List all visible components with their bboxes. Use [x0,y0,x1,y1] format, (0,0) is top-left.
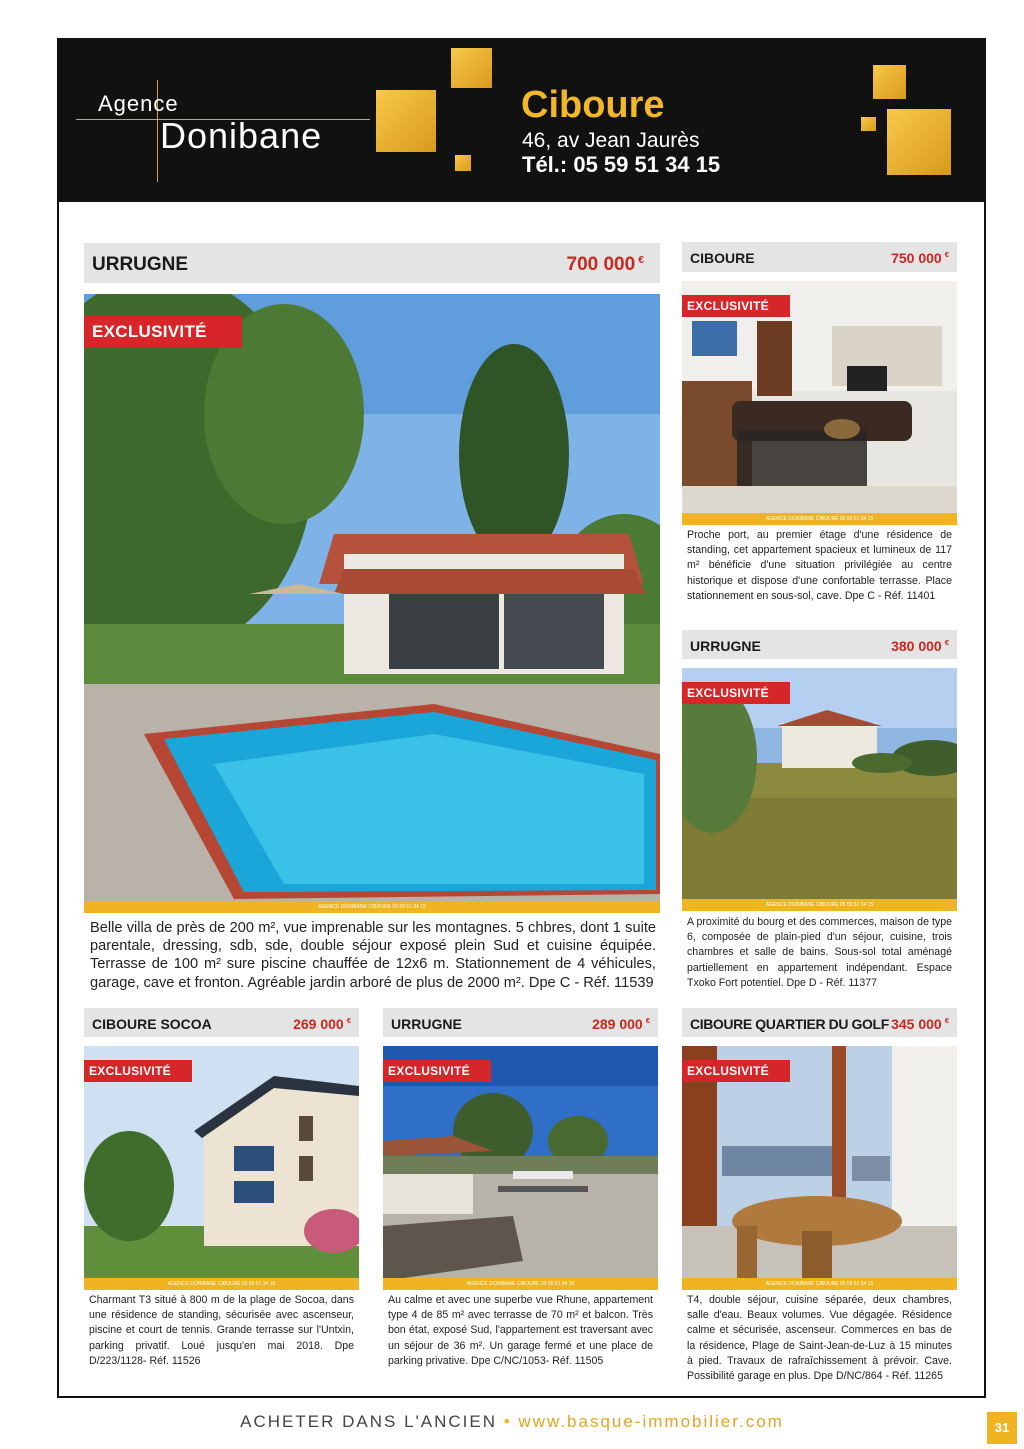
page-number: 31 [987,1412,1017,1444]
exclusivity-badge: EXCLUSIVITÉ [682,295,790,317]
footer-tagline: ACHETER DANS L'ANCIEN [240,1412,497,1431]
balcony-table-photo [682,1046,957,1290]
listing-city: CIBOURE QUARTIER DU GOLF [690,1016,889,1032]
listing-price [891,1016,949,1032]
exclusivity-badge: EXCLUSIVITÉ [682,682,790,704]
listing-price-value: 345 000 [891,1016,942,1032]
listing-currency: € [944,638,949,648]
listing-price-value: 289 000 [592,1016,643,1032]
listing-photo[interactable] [383,1046,658,1290]
terrace-view-photo [383,1046,658,1290]
listing-description: Belle villa de près de 200 m², vue imprenable sur les montagnes. 5 chbres, dont 1 suite parentale, dressing, sdb, sde, double séjour exposé plein Sud et cuisine équipée. Terrasse de 100 m² sure piscine chauffée de 12x6 m. Stationnement de 4 véhicules, garage, cave et fronton. Agréable jardin arboré de plus de 2000 m². Dpe C - Réf. 11539 [90,920,656,991]
footer-website-link[interactable]: www.basque-immobilier.com [518,1412,784,1431]
logo-text-donibane: Donibane [160,115,323,156]
living-room-photo [682,281,957,525]
listing-price-value: 750 000 [891,250,942,266]
listing-title-bar [84,243,660,283]
exclusivity-badge: EXCLUSIVITÉ [682,1060,790,1082]
listing-title-bar [682,1008,957,1037]
listing-price [567,254,645,276]
listing-photo[interactable] [682,1046,957,1290]
listing-description: Au calme et avec une superbe vue Rhune, appartement type 4 de 85 m² avec terrasse de 70 m² et balcon. Très bon état, exposé Sud, l'appartement est traversant avec un séjour de 36 m². Un garage fermé et une place de parking privative. Dpe C/NC/1053- Réf. 11505 [388,1294,653,1367]
villa-pool-photo [84,294,660,913]
page-footer [0,1412,1024,1432]
logo-square [861,117,876,131]
listing-description: T4, double séjour, cuisine séparée, deux chambres, salle d'eau. Beaux volumes. Vue dégagée. Résidence calme et sécurisée, ascenseur. Commerces en bas de la résidence, Plage de Saint-Jean-de-Luz à 15 minutes à pied. Travaux de rafraîchissement à prévoir. Cave. Possibilité garage en plus. Dpe D/NC/864 - Réf. 11265 [687,1294,952,1383]
listing-price [592,1016,650,1032]
listing-currency: € [645,1016,650,1026]
listing-photo[interactable] [84,294,660,913]
photo-credit: AGENCE DONIBANE CIBOURE 05 59 51 34 15 [682,899,957,911]
listing-price [293,1016,351,1032]
listing-title-bar [383,1008,658,1037]
listing-description: Charmant T3 situé à 800 m de la plage de Socoa, dans une résidence de standing, sécurisée avec ascenseur, piscine et court de tennis. Grande terrasse sur l'Untxin, parking privatif. Loué jusqu'en mai 2018. Dpe D/223/1128- Réf. 11526 [89,1294,354,1367]
listing-currency: € [944,1016,949,1026]
listing-currency: € [944,250,949,260]
photo-credit: AGENCE DONIBANE CIBOURE 05 59 51 34 15 [383,1278,658,1290]
footer-separator: • [503,1412,512,1431]
listing-price-value: 380 000 [891,638,942,654]
listing-city: CIBOURE SOCOA [92,1016,212,1032]
agency-city: Ciboure [521,84,665,126]
listing-photo[interactable] [84,1046,359,1290]
logo-square [376,90,436,152]
logo-text-agence: Agence [98,91,179,116]
photo-credit: AGENCE DONIBANE CIBOURE 05 59 51 34 15 [682,1278,957,1290]
exclusivity-badge: EXCLUSIVITÉ [84,1060,192,1082]
photo-credit: AGENCE DONIBANE CIBOURE 05 59 51 34 15 [84,1278,359,1290]
photo-credit: AGENCE DONIBANE CIBOURE 05 59 51 34 15 [84,901,660,913]
listing-city: URRUGNE [92,254,189,275]
listing-photo[interactable] [682,281,957,525]
listing-city: URRUGNE [690,638,761,654]
listing-price-value: 269 000 [293,1016,344,1032]
listing-title-bar [682,242,957,272]
house-field-photo [682,668,957,911]
listing-description: A proximité du bourg et des commerces, maison de type 6, composée de plain-pied d'un séjour, cuisine, trois chambres et salle de bains. Sous-sol total aménagé partiellement en appartement indépendant. Espace Txoko Fort potentiel. Dpe D - Réf. 11377 [687,916,952,989]
listing-currency: € [638,254,644,266]
listing-price-value: 700 000 [566,254,636,275]
listing-photo[interactable] [682,668,957,911]
logo-square [873,65,906,99]
listing-description: Proche port, au premier étage d'une résidence de standing, cet appartement spacieux et lumineux de 117 m² bénéficie d'une situation privilégiée au centre historique et dispose d'une confortable terrasse. Place stationnement en sous-sol, cave. Dpe C - Réf. 11401 [687,529,952,602]
listing-price [891,638,949,654]
listing-currency: € [346,1016,351,1026]
listing-city: CIBOURE [690,250,755,266]
logo-square [887,109,951,175]
listing-city: URRUGNE [391,1016,462,1032]
photo-credit: AGENCE DONIBANE CIBOURE 05 59 51 34 15 [682,513,957,525]
agency-phone: Tél.: 05 59 51 34 15 [522,152,721,177]
residence-building-photo [84,1046,359,1290]
listing-title-bar [84,1008,359,1037]
listing-title-bar [682,630,957,659]
agency-address: 46, av Jean Jaurès [522,129,700,152]
logo-square [455,155,471,171]
logo-square [451,48,492,88]
exclusivity-badge: EXCLUSIVITÉ [383,1060,491,1082]
exclusivity-badge: EXCLUSIVITÉ [84,316,242,348]
listing-price [891,250,949,266]
